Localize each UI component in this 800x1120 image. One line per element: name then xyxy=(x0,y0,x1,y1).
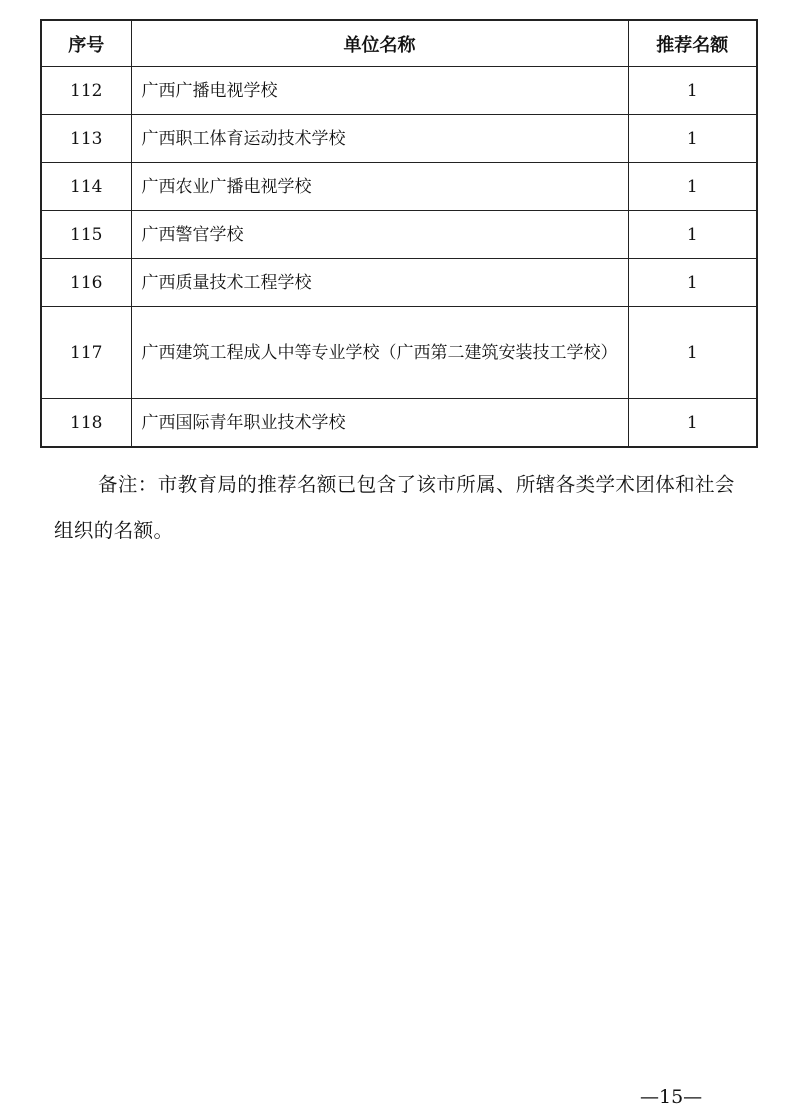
row-unit-name: 广西广播电视学校 xyxy=(131,67,628,115)
table-row xyxy=(41,115,757,163)
row-quota: 1 xyxy=(628,211,757,259)
table-row xyxy=(41,67,757,115)
row-serial-number: 115 xyxy=(41,211,131,259)
header-unit-name: 单位名称 xyxy=(131,20,628,67)
table-row xyxy=(41,259,757,307)
table-header-row xyxy=(41,20,757,67)
table-row xyxy=(41,163,757,211)
row-quota: 1 xyxy=(628,399,757,448)
row-unit-name: 广西国际青年职业技术学校 xyxy=(131,399,628,448)
row-quota: 1 xyxy=(628,259,757,307)
unit-quota-table xyxy=(40,19,758,448)
row-quota: 1 xyxy=(628,307,757,399)
row-serial-number: 116 xyxy=(41,259,131,307)
row-serial-number: 114 xyxy=(41,163,131,211)
row-serial-number: 112 xyxy=(41,67,131,115)
remark-note: 备注：市教育局的推荐名额已包含了该市所属、所辖各类学术团体和社会组织的名额。 xyxy=(54,473,735,542)
row-serial-number: 117 xyxy=(41,307,131,399)
row-unit-name: 广西农业广播电视学校 xyxy=(131,163,628,211)
row-unit-name: 广西建筑工程成人中等专业学校（广西第二建筑安装技工学校） xyxy=(131,307,628,399)
row-serial-number: 118 xyxy=(41,399,131,448)
row-quota: 1 xyxy=(628,67,757,115)
header-serial-number: 序号 xyxy=(41,20,131,67)
page-number: —15— xyxy=(640,1086,703,1108)
row-unit-name: 广西警官学校 xyxy=(131,211,628,259)
table-row xyxy=(41,307,757,399)
table-row xyxy=(41,399,757,448)
row-quota: 1 xyxy=(628,115,757,163)
header-quota: 推荐名额 xyxy=(628,20,757,67)
row-unit-name: 广西质量技术工程学校 xyxy=(131,259,628,307)
table-row xyxy=(41,211,757,259)
row-quota: 1 xyxy=(628,163,757,211)
row-serial-number: 113 xyxy=(41,115,131,163)
row-unit-name: 广西职工体育运动技术学校 xyxy=(131,115,628,163)
